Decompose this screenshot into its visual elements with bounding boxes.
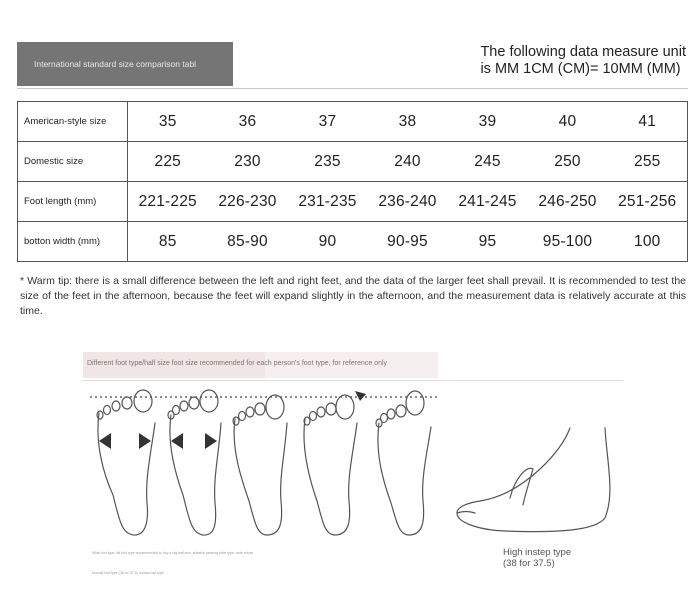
table-cell: 90 <box>288 222 368 262</box>
table-cell: 90-95 <box>368 222 448 262</box>
table-row <box>18 182 688 222</box>
table-cell: 225 <box>128 142 208 182</box>
table-cell: 37 <box>288 102 368 142</box>
unit-note-line-2: is MM 1CM (CM)= 10MM (MM) <box>480 61 681 77</box>
table-cell: 85-90 <box>208 222 288 262</box>
table-cell: 39 <box>448 102 528 142</box>
normal-foot-1 <box>233 395 287 535</box>
table-cell: 95-100 <box>528 222 608 262</box>
table-cell: 100 <box>608 222 688 262</box>
table-cell: 241-245 <box>448 182 528 222</box>
table-cell: 40 <box>528 102 608 142</box>
header-divider <box>17 88 688 89</box>
table-cell: 36 <box>208 102 288 142</box>
figure-caption: Different foot type/half size foot size recommended for each person's foot type, for reference only <box>87 360 388 367</box>
high-instep-side-view <box>457 428 610 532</box>
table-cell: 236-240 <box>368 182 448 222</box>
table-cell: 35 <box>128 102 208 142</box>
normal-foot-sub-caption: Normal foot type (38 for 37.5) normal foot type <box>92 571 164 575</box>
table-cell: 85 <box>128 222 208 262</box>
row-label: American-style size <box>18 102 128 142</box>
table-cell: 251-256 <box>608 182 688 222</box>
header-title: International standard size comparison tabl <box>34 59 197 69</box>
table-cell: 250 <box>528 142 608 182</box>
table-cell: 231-235 <box>288 182 368 222</box>
table-cell: 221-225 <box>128 182 208 222</box>
row-label: Domestic size <box>18 142 128 182</box>
table-row <box>18 142 688 182</box>
normal-foot-2 <box>304 395 357 535</box>
warm-tip: * Warm tip: there is a small difference between the left and right feet, and the data of the larger feet shall prevail. It is recommended to test the size of the feet in the afternoon, because the feet will expand slightly in the afternoon, and the measurement data is relatively accurate at this time. <box>20 275 686 317</box>
wide-foot-sub-caption: Wide foot type, fat foot type recommended to buy a big half size, suitable wearing wide type, wide shoes <box>92 551 254 555</box>
table-cell: 255 <box>608 142 688 182</box>
table-cell: 235 <box>288 142 368 182</box>
row-label: Foot length (mm) <box>18 182 128 222</box>
foot-types-illustration <box>85 383 630 543</box>
table-cell: 230 <box>208 142 288 182</box>
table-row <box>18 222 688 262</box>
header-title-box <box>17 42 233 86</box>
table-cell: 245 <box>448 142 528 182</box>
normal-foot-3 <box>376 391 431 535</box>
size-comparison-table <box>17 101 688 262</box>
wide-foot-1 <box>97 390 155 535</box>
table-cell: 41 <box>608 102 688 142</box>
table-cell: 246-250 <box>528 182 608 222</box>
table-row <box>18 102 688 142</box>
table-cell: 38 <box>368 102 448 142</box>
table-cell: 95 <box>448 222 528 262</box>
unit-note <box>480 44 686 78</box>
row-label: botton width (mm) <box>18 222 128 262</box>
figure-divider <box>83 380 623 381</box>
table-cell: 226-230 <box>208 182 288 222</box>
table-cell: 240 <box>368 142 448 182</box>
wide-foot-2 <box>168 390 221 535</box>
high-instep-label: High instep type (38 for 37.5) <box>503 547 572 569</box>
unit-note-line-1: The following data measure unit <box>480 44 686 60</box>
